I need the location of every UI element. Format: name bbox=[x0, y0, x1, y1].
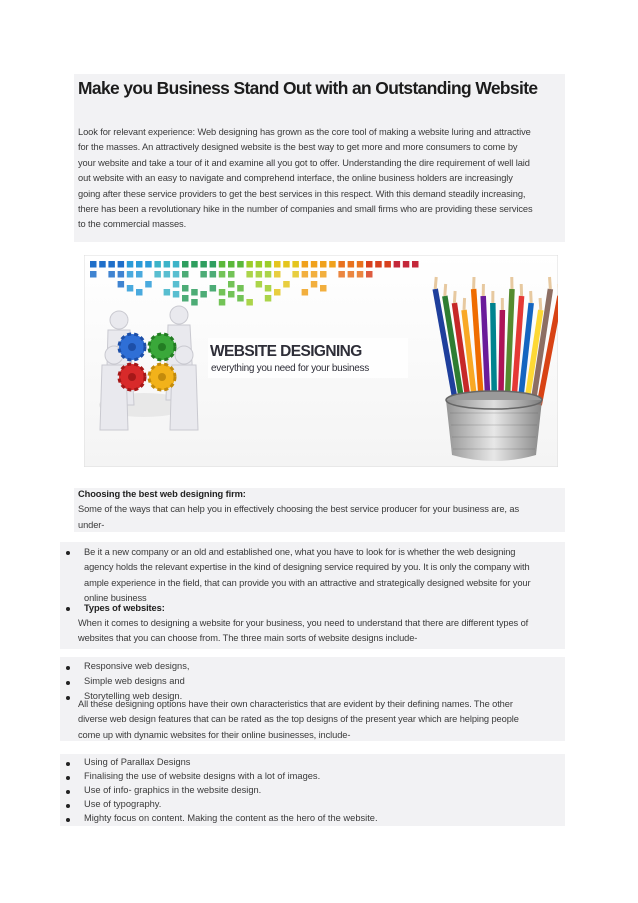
pixel-square bbox=[108, 271, 115, 278]
bullet-dot bbox=[66, 804, 70, 808]
bullet-dot bbox=[66, 681, 70, 685]
types-heading: Types of websites: bbox=[84, 603, 165, 613]
diverse-line: come up with dynamic websites for their online businesses, include- bbox=[78, 729, 351, 740]
pixel-square bbox=[228, 291, 235, 298]
bullet-dot bbox=[66, 818, 70, 822]
design-type-item: Responsive web designs, bbox=[84, 661, 190, 671]
pixel-square bbox=[136, 261, 143, 268]
pixel-square bbox=[127, 271, 134, 278]
pixel-square bbox=[219, 271, 226, 278]
pixel-square bbox=[145, 281, 152, 288]
expertise-line: ample experience in the field, that can provide you with an attractive and strategically designed website for your bbox=[84, 577, 531, 588]
pixel-square bbox=[338, 271, 345, 278]
pixel-square bbox=[182, 285, 189, 292]
pixel-square bbox=[127, 285, 134, 292]
pixel-square bbox=[246, 299, 253, 306]
feature-item: Finalising the use of website designs with a lot of images. bbox=[84, 771, 321, 781]
pixel-square bbox=[320, 285, 327, 292]
diverse-line: diverse web design features that can be rated as the top designs of the present year which are helping people bbox=[78, 714, 519, 725]
diverse-line: All these designing options have their own characteristics that are evident by their defining names. The other bbox=[78, 699, 513, 709]
pixel-square bbox=[329, 261, 336, 268]
pixel-square bbox=[90, 261, 97, 268]
pixel-square bbox=[200, 271, 207, 278]
website-designing-banner bbox=[84, 255, 558, 467]
document-title: Make you Business Stand Out with an Outstanding Website bbox=[78, 78, 538, 98]
pixel-square bbox=[228, 271, 235, 278]
intro-line: out website with an easy to navigate and comprehend interface, the online business holders are increasingly bbox=[78, 173, 513, 184]
pixel-square bbox=[164, 289, 171, 296]
pixel-square bbox=[228, 261, 235, 268]
pixel-square bbox=[357, 271, 364, 278]
pixel-square bbox=[246, 271, 253, 278]
pixel-square bbox=[246, 261, 253, 268]
pixel-square bbox=[237, 261, 244, 268]
choosing-heading: Choosing the best web designing firm: bbox=[78, 489, 246, 499]
pixel-square bbox=[265, 271, 272, 278]
pixel-square bbox=[118, 261, 125, 268]
pixel-square bbox=[219, 261, 226, 268]
pixel-square bbox=[357, 261, 364, 268]
pixel-square bbox=[154, 271, 161, 278]
pixel-square bbox=[265, 261, 272, 268]
banner-heading: WEBSITE DESIGNING bbox=[210, 343, 362, 360]
pixel-square bbox=[182, 295, 189, 302]
feature-item: Mighty focus on content. Making the content as the hero of the website. bbox=[84, 813, 378, 823]
pixel-square bbox=[136, 271, 143, 278]
pixel-square bbox=[256, 261, 263, 268]
pixel-square bbox=[338, 261, 345, 268]
types-line: When it comes to designing a website for your business, you need to understand that there are different types of bbox=[78, 618, 529, 628]
pixel-square bbox=[274, 289, 281, 296]
intro-line: your website and take a tour of it and examine all you got to offer. Understanding the dire requirement of well laid bbox=[78, 157, 530, 168]
bullet-dot bbox=[66, 551, 70, 555]
pixel-square bbox=[108, 261, 115, 268]
feature-item: Using of Parallax Designs bbox=[84, 757, 191, 767]
pixel-square bbox=[182, 261, 189, 268]
pixel-square bbox=[348, 271, 355, 278]
pixel-square bbox=[136, 289, 143, 296]
pixel-square bbox=[265, 285, 272, 292]
pixel-square bbox=[302, 271, 309, 278]
pixel-square bbox=[384, 261, 391, 268]
design-type-item: Storytelling web design. bbox=[84, 691, 183, 701]
pixel-square bbox=[200, 291, 207, 298]
intro-line: there has been a revolutionary hike in the number of companies and small firms who are providing these services bbox=[78, 204, 533, 215]
pixel-square bbox=[320, 271, 327, 278]
pixel-square bbox=[219, 289, 226, 296]
feature-item: Use of typography. bbox=[84, 799, 162, 809]
pixel-square bbox=[173, 271, 180, 278]
intro-line: to the commercial masses. bbox=[78, 219, 187, 230]
expertise-bullet bbox=[84, 545, 530, 607]
pixel-square bbox=[99, 261, 106, 268]
pixel-square bbox=[200, 261, 207, 268]
pixel-square bbox=[265, 295, 272, 302]
pencil-tip bbox=[464, 298, 465, 310]
pixel-square bbox=[283, 281, 290, 288]
pixel-square bbox=[394, 261, 401, 268]
pixel-square bbox=[164, 261, 171, 268]
intro-line: Look for relevant experience: Web designing has grown as the core tool of making a website luring and attractive bbox=[78, 127, 531, 137]
pixel-square bbox=[210, 285, 217, 292]
bullet-dot bbox=[66, 762, 70, 766]
types-paragraph bbox=[78, 616, 528, 647]
pixel-square bbox=[403, 261, 410, 268]
pixel-square bbox=[118, 271, 125, 278]
pixel-square bbox=[320, 261, 327, 268]
pixel-square bbox=[173, 281, 180, 288]
intro-line: going after these service providers to get the best services in this respect. With this demand steadily increasing, bbox=[78, 188, 526, 199]
bullet-dot bbox=[66, 790, 70, 794]
pixel-square bbox=[127, 261, 134, 268]
pencil-tip bbox=[445, 284, 446, 296]
pixel-square bbox=[256, 271, 263, 278]
pixel-square bbox=[311, 261, 318, 268]
pixel-square bbox=[366, 261, 373, 268]
types-line: websites that you can choose from. The three main sorts of website designs include- bbox=[78, 633, 418, 644]
pixel-square bbox=[302, 289, 309, 296]
pixel-square bbox=[311, 281, 318, 288]
expertise-line: Be it a new company or an old and established one, what you have to look for is whether the web designing bbox=[84, 547, 516, 557]
choosing-line: Some of the ways that can help you in effectively choosing the best service producer for your business are, as bbox=[78, 504, 520, 515]
pencil-tip bbox=[550, 277, 551, 289]
bullet-dot bbox=[66, 666, 70, 670]
pixel-square bbox=[173, 291, 180, 298]
pencil-tip bbox=[435, 277, 436, 289]
pixel-square bbox=[311, 271, 318, 278]
banner-tagline: everything you need for your business bbox=[211, 363, 369, 374]
choosing-line: under- bbox=[78, 519, 105, 530]
pencil-tip bbox=[540, 298, 541, 310]
choosing-section bbox=[78, 487, 519, 533]
bullet-dot bbox=[66, 776, 70, 780]
pixel-square bbox=[164, 271, 171, 278]
pixel-square bbox=[302, 261, 309, 268]
pixel-square bbox=[283, 261, 290, 268]
pixel-square bbox=[412, 261, 419, 268]
pencil bbox=[493, 303, 495, 405]
pixel-square bbox=[237, 295, 244, 302]
pixel-square bbox=[219, 299, 226, 306]
pixel-square bbox=[154, 261, 161, 268]
pixel-square bbox=[228, 281, 235, 288]
pixel-square bbox=[366, 271, 373, 278]
pixel-square bbox=[210, 271, 217, 278]
pixel-square bbox=[90, 271, 97, 278]
intro-paragraph bbox=[78, 125, 533, 233]
pixel-square bbox=[191, 289, 198, 296]
design-type-item: Simple web designs and bbox=[84, 676, 185, 686]
pixel-square bbox=[274, 261, 281, 268]
pixel-square bbox=[256, 281, 263, 288]
pixel-square bbox=[118, 281, 125, 288]
pencil-tip bbox=[454, 291, 455, 303]
pencil-tip bbox=[531, 291, 532, 303]
bullet-dot bbox=[66, 696, 70, 700]
pixel-square bbox=[237, 285, 244, 292]
bullet-dot bbox=[66, 607, 70, 611]
pixel-square bbox=[173, 261, 180, 268]
pixel-square bbox=[191, 261, 198, 268]
pixel-square bbox=[210, 261, 217, 268]
pixel-square bbox=[375, 261, 382, 268]
pixel-square bbox=[145, 261, 152, 268]
feature-item: Use of info- graphics in the website design. bbox=[84, 785, 262, 795]
pixel-square bbox=[182, 271, 189, 278]
diverse-paragraph bbox=[78, 697, 519, 743]
pixel-square bbox=[274, 271, 281, 278]
expertise-line: online business bbox=[84, 593, 147, 604]
pixel-square bbox=[292, 271, 299, 278]
pixel-square bbox=[292, 261, 299, 268]
pixel-square bbox=[348, 261, 355, 268]
expertise-line: agency holds the relevant expertise in the kind of designing service required by you. It is only the company with bbox=[84, 562, 530, 573]
pixel-square bbox=[191, 299, 198, 306]
intro-line: for the masses. An attractively designed website is the best way to get more and more consumers to come by bbox=[78, 142, 518, 153]
